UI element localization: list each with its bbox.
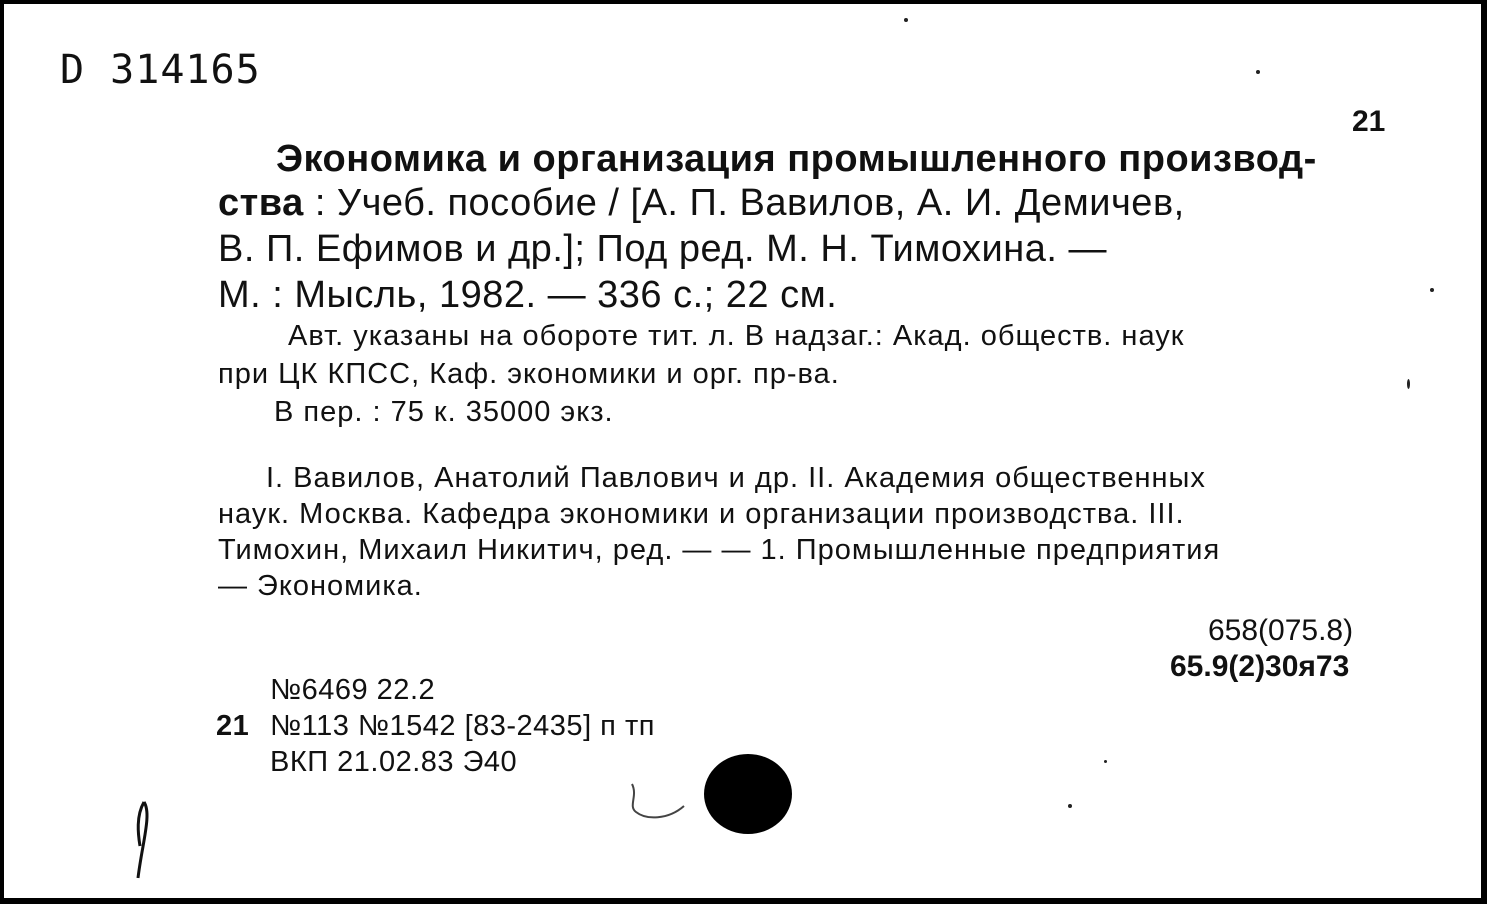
body-line-1-text: : Учеб. пособие / [А. П. Вавилов, А. И. Демичев, <box>314 182 1185 224</box>
service-line-3: ВКП 21.02.83 Э40 <box>270 746 518 778</box>
tracing-line-3: Тимохин, Михаил Никитич, ред. — — 1. Промышленные предприятия <box>218 534 1221 566</box>
inventory-stamp: D 314165 <box>60 47 261 93</box>
tracing-line-1: I. Вавилов, Анатолий Павлович и др. II. Академия общественных <box>266 462 1206 494</box>
title-line-1 <box>276 140 1317 178</box>
speck <box>1430 288 1434 292</box>
speck <box>1407 379 1410 389</box>
title-rest: ства <box>218 182 304 224</box>
note-line-1: Авт. указаны на обороте тит. л. В надзаг.: Акад. обществ. наук <box>288 320 1185 352</box>
speck <box>904 18 908 22</box>
speck <box>1068 804 1072 808</box>
service-line-1: №6469 22.2 <box>270 674 436 706</box>
udc-index: 658(075.8) <box>1208 614 1354 647</box>
service-line-2: №113 №1542 [83-2435] п тп <box>270 710 655 742</box>
body-line-2: В. П. Ефимов и др.]; Под ред. М. Н. Тимохина. — <box>218 228 1108 270</box>
speck <box>1256 70 1260 74</box>
page-number: 21 <box>1352 105 1386 138</box>
handwritten-mark <box>114 794 174 884</box>
body-line-1 <box>218 184 1185 222</box>
speck <box>1104 760 1107 763</box>
body-line-3: М. : Мысль, 1982. — 336 с.; 22 см. <box>218 274 838 316</box>
title-bold: Экономика и организация промышленного производ- <box>276 138 1317 180</box>
service-prefix: 21 <box>216 710 250 742</box>
bbk-index: 65.9(2)30я73 <box>1170 650 1350 683</box>
note-line-3: В пер. : 75 к. 35000 экз. <box>274 396 614 428</box>
tracing-line-2: наук. Москва. Кафедра экономики и организации производства. III. <box>218 498 1185 530</box>
tracing-line-4: — Экономика. <box>218 570 423 602</box>
note-line-2: при ЦК КПСС, Каф. экономики и орг. пр-ва. <box>218 358 840 390</box>
punch-hole <box>704 754 792 834</box>
ink-scribble <box>618 776 698 836</box>
catalog-card <box>4 4 1481 898</box>
